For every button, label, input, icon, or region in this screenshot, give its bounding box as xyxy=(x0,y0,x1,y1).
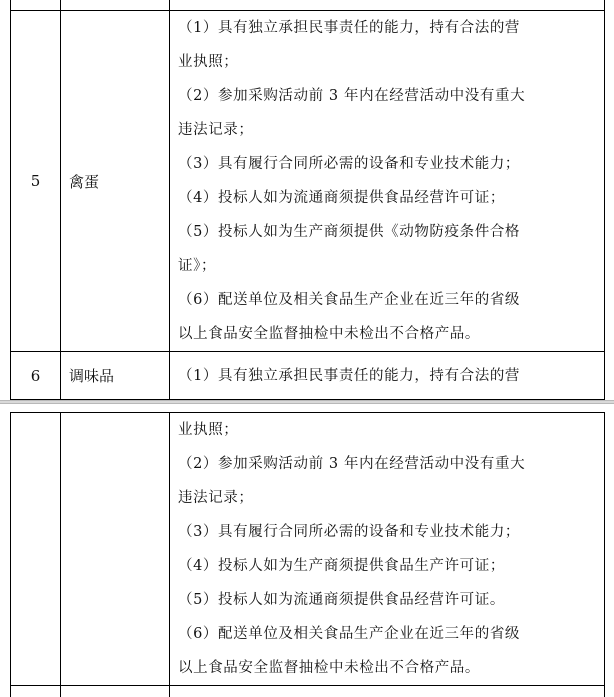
requirement-line: （2）参加采购活动前 3 年内在经营活动中没有重大 xyxy=(178,456,526,472)
requirements-cell xyxy=(170,0,605,11)
number-cell xyxy=(11,0,61,11)
requirement-line: （2）参加采购活动前 3 年内在经营活动中没有重大 xyxy=(178,88,526,104)
requirement-line: （3）具有履行合同所必需的设备和专业技术能力； xyxy=(178,156,521,172)
requirement-line: 业执照； xyxy=(178,422,239,438)
requirements-cell xyxy=(170,352,605,400)
number-cell xyxy=(11,686,61,697)
requirement-line: （5）投标人如为流通商须提供食品经营许可证。 xyxy=(178,592,505,608)
document-page-bottom xyxy=(0,404,614,697)
item-number: 5 xyxy=(11,11,61,352)
requirement-line: 以上食品安全监督抽检中未检出不合格产品。 xyxy=(178,326,480,342)
requirements-cell xyxy=(170,686,605,697)
requirement-line: （3）具有履行合同所必需的设备和专业技术能力； xyxy=(178,524,521,540)
requirement-line: 业执照； xyxy=(178,54,239,70)
name-cell xyxy=(61,0,170,11)
table-row xyxy=(11,11,605,352)
name-cell xyxy=(61,686,170,697)
requirements-table-bottom xyxy=(10,412,605,697)
requirement-line: （4）投标人如为流通商须提供食品经营许可证； xyxy=(178,190,505,206)
requirement-line: 违法记录； xyxy=(178,122,254,138)
requirement-line: （6）配送单位及相关食品生产企业在近三年的省级 xyxy=(178,292,521,308)
requirements-table-top xyxy=(10,0,605,400)
table-row-bottom-cut xyxy=(11,686,605,697)
item-name xyxy=(61,413,170,686)
requirement-line: （6）配送单位及相关食品生产企业在近三年的省级 xyxy=(178,626,521,642)
requirement-line: （1）具有独立承担民事责任的能力，持有合法的营 xyxy=(178,367,521,384)
requirement-line: （5）投标人如为生产商须提供《动物防疫条件合格 xyxy=(178,224,521,240)
table-row xyxy=(11,352,605,400)
item-name: 禽蛋 xyxy=(61,11,170,352)
item-name: 调味品 xyxy=(61,352,170,400)
requirement-line: 以上食品安全监督抽检中未检出不合格产品。 xyxy=(178,660,480,676)
item-number xyxy=(11,413,61,686)
requirement-line: （4）投标人如为生产商须提供食品生产许可证； xyxy=(178,558,505,574)
requirements-cell xyxy=(170,11,605,352)
requirement-line: 证》； xyxy=(178,258,217,274)
table-row-top-cut xyxy=(11,0,605,11)
requirements-cell xyxy=(170,413,605,686)
item-number: 6 xyxy=(11,352,61,400)
requirement-line: 违法记录； xyxy=(178,490,254,506)
requirement-line: （1）具有独立承担民事责任的能力，持有合法的营 xyxy=(178,20,521,36)
table-row xyxy=(11,413,605,686)
